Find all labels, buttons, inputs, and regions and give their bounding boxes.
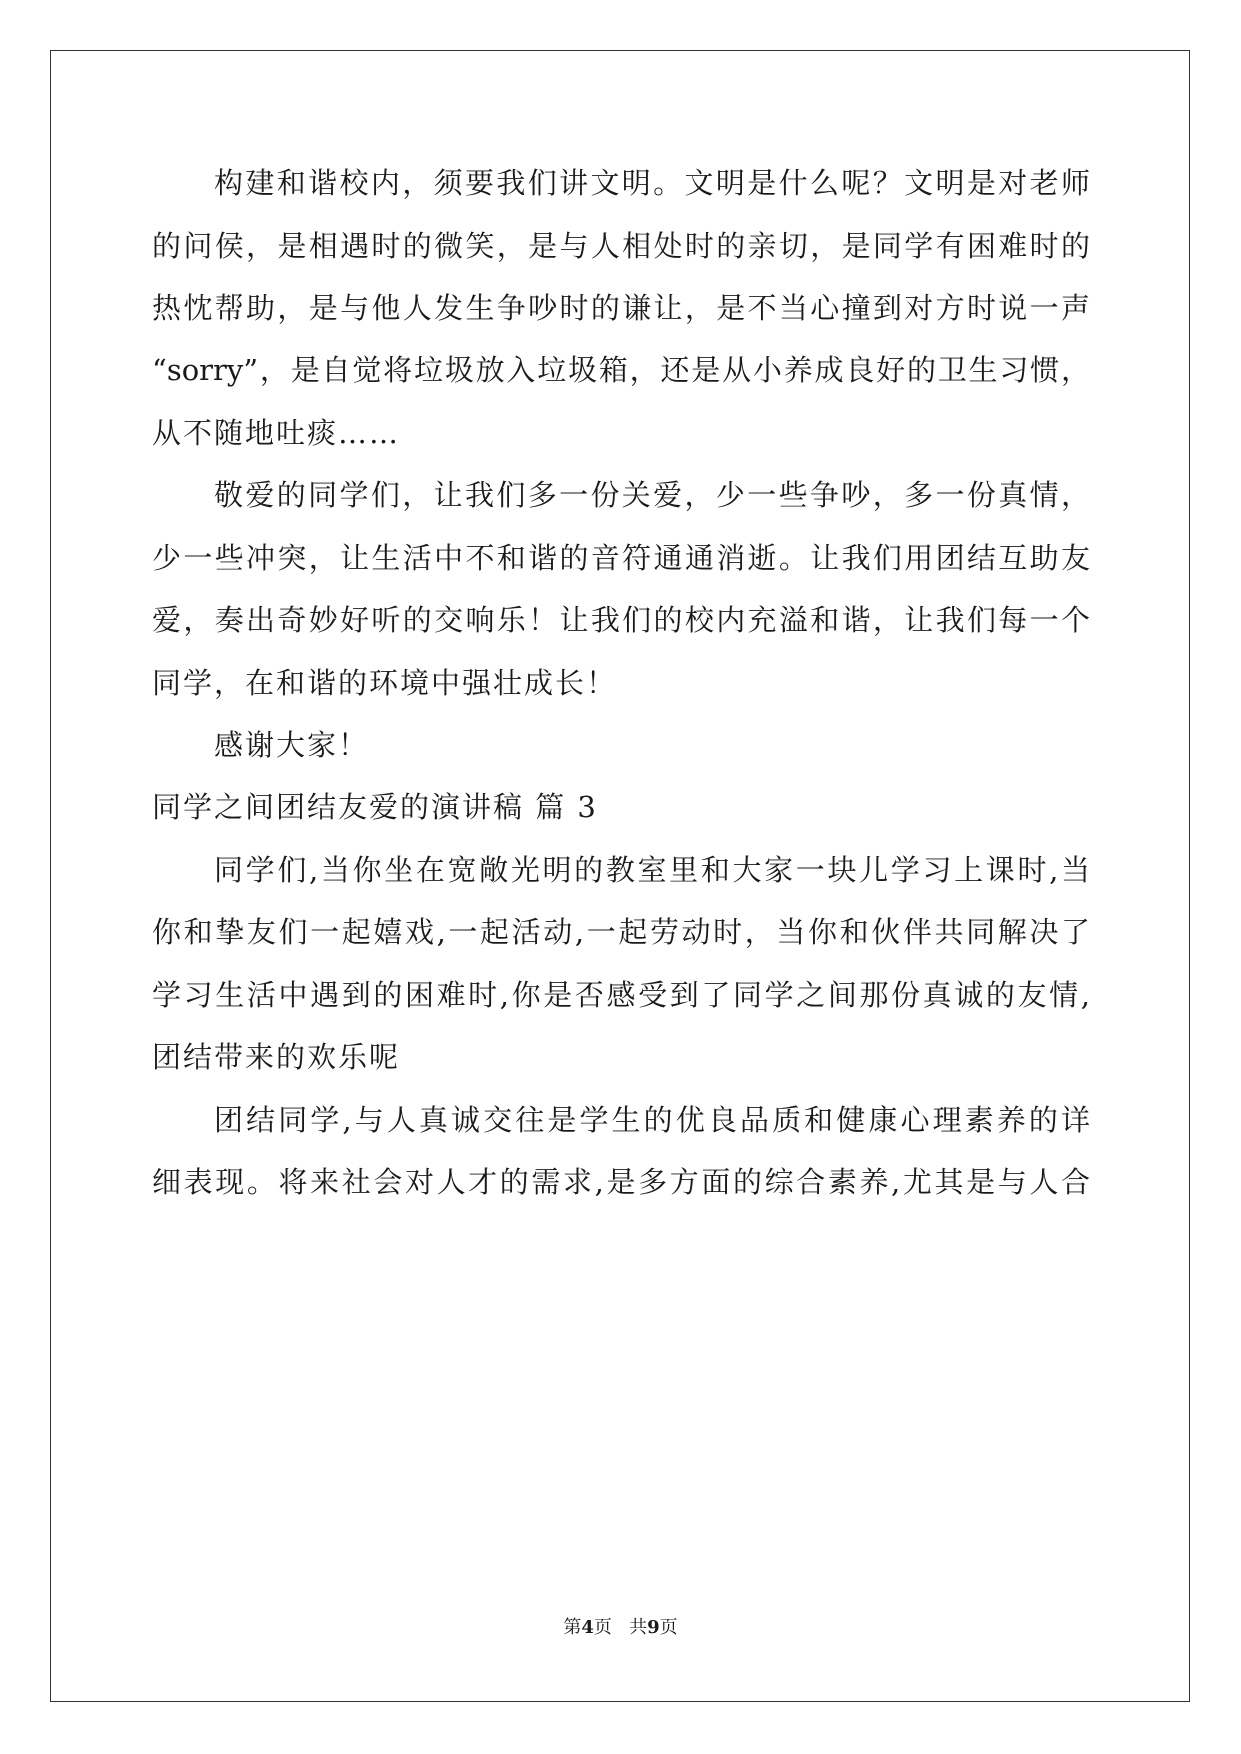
paragraph-line: 敬爱的同学们，让我们多一份关爱，少一些争吵，多一份真情， xyxy=(214,478,1090,512)
paragraph-line: 从不随地吐痰…… xyxy=(152,416,401,450)
paragraph-line: 热忱帮助，是与他人发生争吵时的谦让，是不当心撞到对方时说一声 xyxy=(152,291,1090,325)
paragraph-line: 感谢大家！ xyxy=(214,728,370,762)
paragraph-line: 团结同学,与人真诚交往是学生的优良品质和健康心理素养的详 xyxy=(214,1103,1090,1137)
footer-middle: 页 共 xyxy=(593,1617,648,1638)
total-pages-number: 9 xyxy=(647,1617,660,1638)
paragraph-line: 学习生活中遇到的困难时,你是否感受到了同学之间那份真诚的友情, xyxy=(152,978,1090,1012)
footer-prefix: 第 xyxy=(563,1617,582,1638)
paragraph-line: 你和挚友们一起嬉戏,一起活动,一起劳动时，当你和伙伴共同解决了 xyxy=(152,915,1090,949)
paragraph-line: 的问侯，是相遇时的微笑，是与人相处时的亲切，是同学有困难时的 xyxy=(152,229,1090,263)
paragraph-line: 同学，在和谐的环境中强壮成长！ xyxy=(152,666,618,700)
paragraph-line: 细表现。将来社会对人才的需求,是多方面的综合素养,尤其是与人合 xyxy=(152,1165,1090,1199)
paragraph-line: “sorry”，是自觉将垃圾放入垃圾箱，还是从小养成良好的卫生习惯， xyxy=(152,353,1090,387)
paragraph-line: 构建和谐校内，须要我们讲文明。文明是什么呢？文明是对老师 xyxy=(214,166,1090,200)
page-footer xyxy=(0,1616,1241,1640)
paragraph-line: 团结带来的欢乐呢 xyxy=(152,1040,401,1074)
footer-suffix: 页 xyxy=(659,1617,678,1638)
paragraph-line: 爱，奏出奇妙好听的交响乐！让我们的校内充溢和谐，让我们每一个 xyxy=(152,603,1090,637)
paragraph-line: 少一些冲突，让生活中不和谐的音符通通消逝。让我们用团结互助友 xyxy=(152,541,1090,575)
current-page-number: 4 xyxy=(581,1617,594,1638)
section-heading: 同学之间团结友爱的演讲稿 篇 3 xyxy=(152,790,598,824)
paragraph-line: 同学们,当你坐在宽敞光明的教室里和大家一块儿学习上课时,当 xyxy=(214,853,1090,887)
